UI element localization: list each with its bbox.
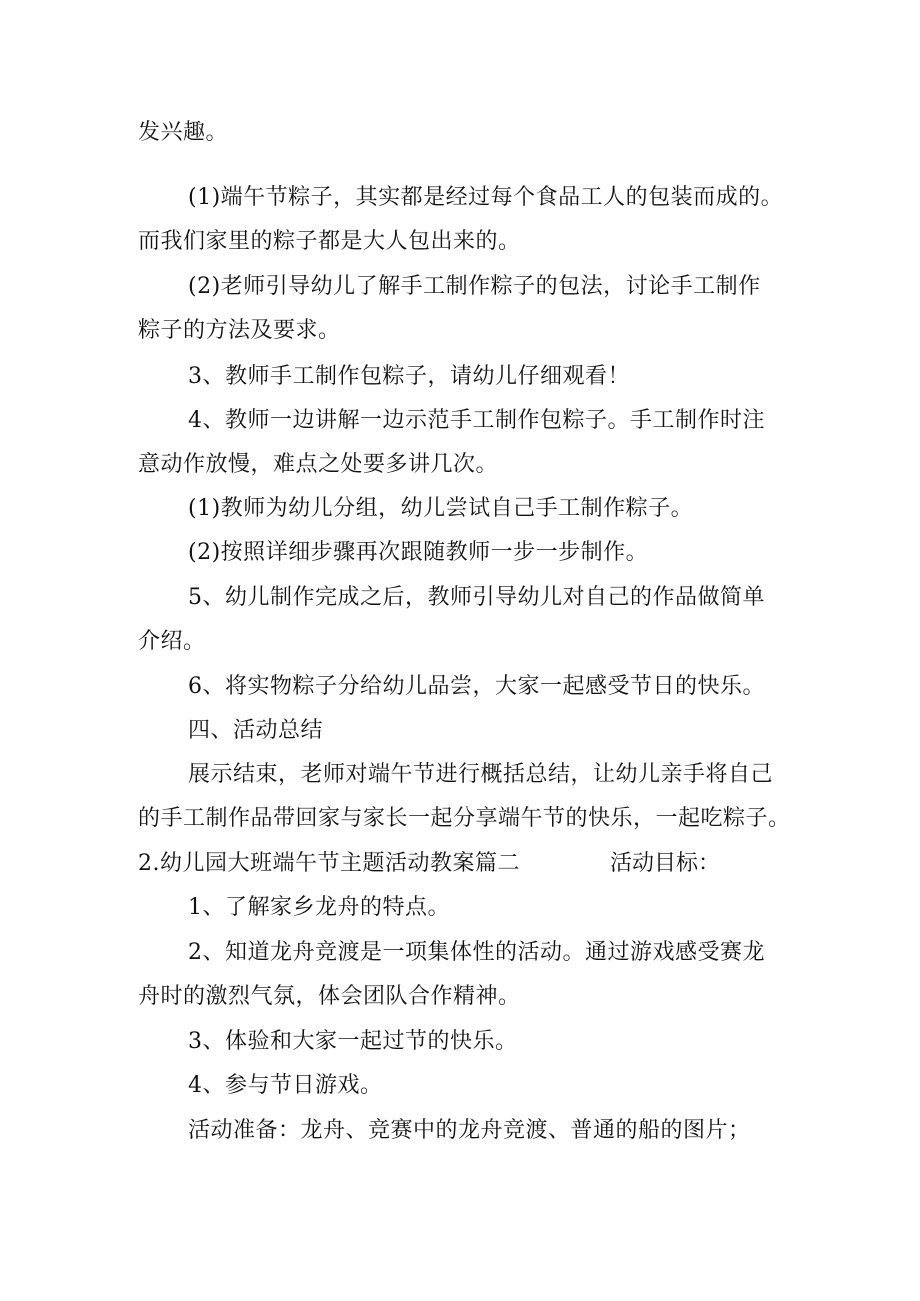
text-line: (1)端午节粽子，其实都是经过每个食品工人的包装而成的。 [188, 185, 784, 210]
text-line: 5、幼儿制作完成之后，教师引导幼儿对自己的作品做简单 [188, 585, 765, 610]
section-heading: 四、活动总结 [188, 718, 324, 743]
text-line: 介绍。 [138, 629, 206, 654]
text-line: 发兴趣。 [138, 120, 229, 145]
text-line: 舟时的激烈气氛，体会团队合作精神。 [138, 984, 521, 1009]
subheading-activity-goals: 活动目标： [610, 851, 721, 876]
text-line: 的手工制作品带回家与家长一起分享端午节的快乐，一起吃粽子。 [138, 806, 791, 831]
text-line: 6、将实物粽子分给幼儿品尝，大家一起感受节日的快乐。 [188, 674, 765, 699]
text-line: (1)教师为幼儿分组，幼儿尝试自己手工制作粽子。 [188, 496, 694, 521]
text-line: (2)老师引导幼儿了解手工制作粽子的包法，讨论手工制作 [188, 274, 761, 299]
text-line: 2、知道龙舟竞渡是一项集体性的活动。通过游戏感受赛龙 [188, 940, 765, 965]
text-line: 3、教师手工制作包粽子，请幼儿仔细观看！ [188, 364, 630, 389]
text-line: 而我们家里的粽子都是大人包出来的。 [138, 229, 521, 254]
text-line: 1、了解家乡龙舟的特点。 [188, 895, 450, 920]
text-line: 3、体验和大家一起过节的快乐。 [188, 1029, 518, 1054]
text-line: 展示结束，老师对端午节进行概括总结，让幼儿亲手将自己 [188, 762, 774, 787]
text-line: 意动作放慢，难点之处要多讲几次。 [138, 452, 499, 477]
text-line: 活动准备：龙舟、竞赛中的龙舟竞渡、普通的船的图片； [188, 1118, 751, 1143]
article-title: 2.幼儿园大班端午节主题活动教案篇二 [138, 851, 520, 876]
text-line: (2)按照详细步骤再次跟随教师一步一步制作。 [188, 540, 649, 565]
text-line: 4、参与节日游戏。 [188, 1073, 383, 1098]
text-line: 4、教师一边讲解一边示范手工制作包粽子。手工制作时注 [188, 408, 765, 433]
text-line: 粽子的方法及要求。 [138, 318, 341, 343]
